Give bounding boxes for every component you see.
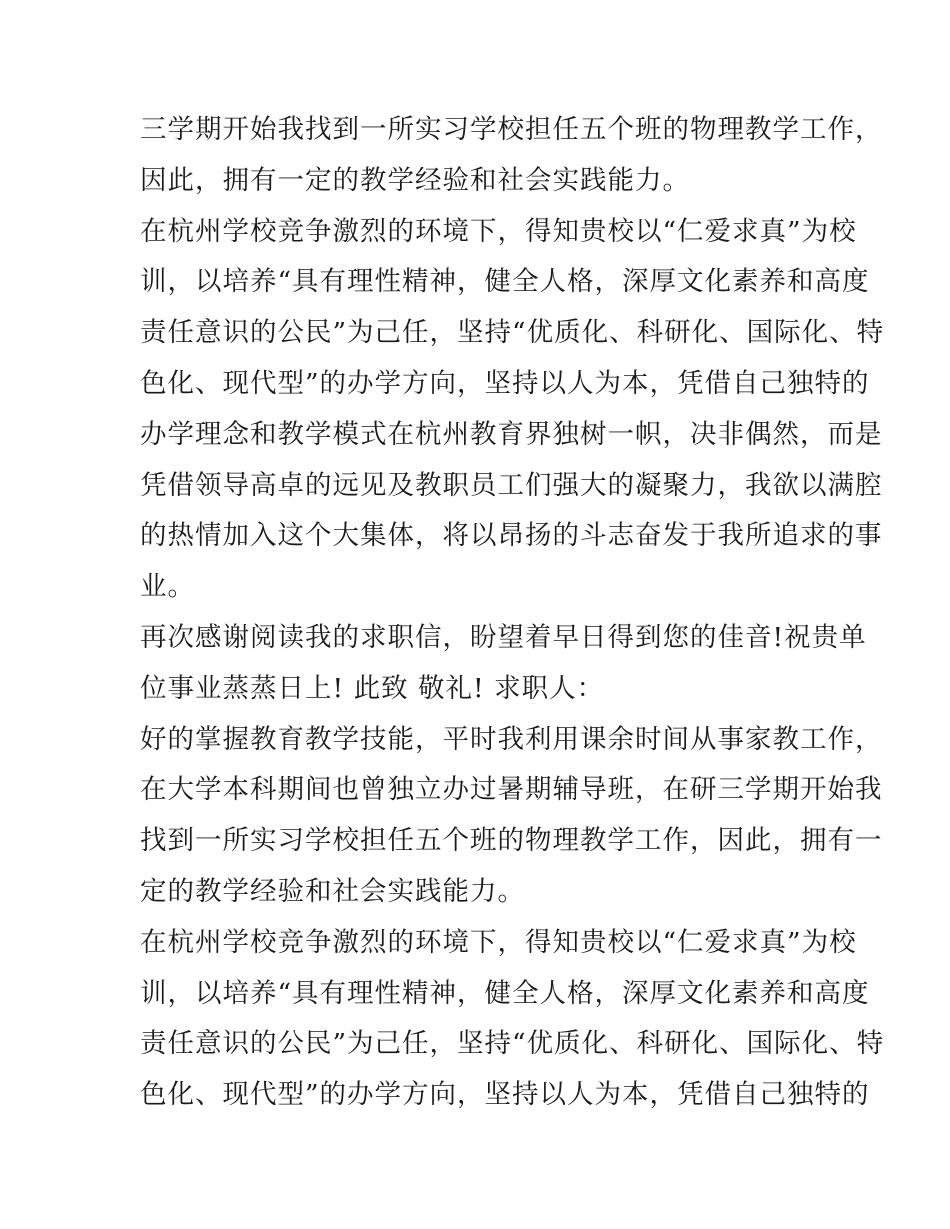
text-line: 训，以培养“具有理性精神，健全人格，深厚文化素养和高度 [140,266,870,298]
text-line: 定的教学经验和社会实践能力。 [140,875,525,907]
text-line: 训，以培养“具有理性精神，健全人格，深厚文化素养和高度 [140,977,870,1009]
text-line: 凭借领导高卓的远见及教职员工们强大的凝聚力，我欲以满腔 [140,469,883,501]
text-line: 位事业蒸蒸日上! 此致 敬礼! 求职人： [140,672,605,704]
text-line: 的热情加入这个大集体，将以昂扬的斗志奋发于我所追求的事 [140,520,883,552]
text-line: 责任意识的公民”为己任，坚持“优质化、科研化、国际化、特 [140,317,885,349]
text-line: 办学理念和教学模式在杭州教育界独树一帜，决非偶然，而是 [140,418,883,450]
text-line: 好的掌握教育教学技能，平时我利用课余时间从事家教工作， [140,723,883,755]
text-line: 责任意识的公民”为己任，坚持“优质化、科研化、国际化、特 [140,1028,885,1060]
text-line: 三学期开始我找到一所实习学校担任五个班的物理教学工作， [140,114,883,145]
text-line: 找到一所实习学校担任五个班的物理教学工作，因此，拥有一 [140,825,883,857]
text-line: 因此，拥有一定的教学经验和社会实践能力。 [140,164,690,196]
text-line: 在大学本科期间也曾独立办过暑期辅导班，在研三学期开始我 [140,774,883,806]
text-line: 色化、现代型”的办学方向，坚持以人为本，凭借自己独特的 [140,1079,870,1111]
text-line: 色化、现代型”的办学方向，坚持以人为本，凭借自己独特的 [140,367,870,399]
text-line: 在杭州学校竞争激烈的环境下，得知贵校以“仁爱求真”为校 [140,926,857,958]
text-line: 业。 [140,571,195,603]
text-line: 再次感谢阅读我的求职信，盼望着早日得到您的佳音!祝贵单 [140,621,867,653]
document-body [140,110,885,1126]
text-line: 在杭州学校竞争激烈的环境下，得知贵校以“仁爱求真”为校 [140,215,857,247]
